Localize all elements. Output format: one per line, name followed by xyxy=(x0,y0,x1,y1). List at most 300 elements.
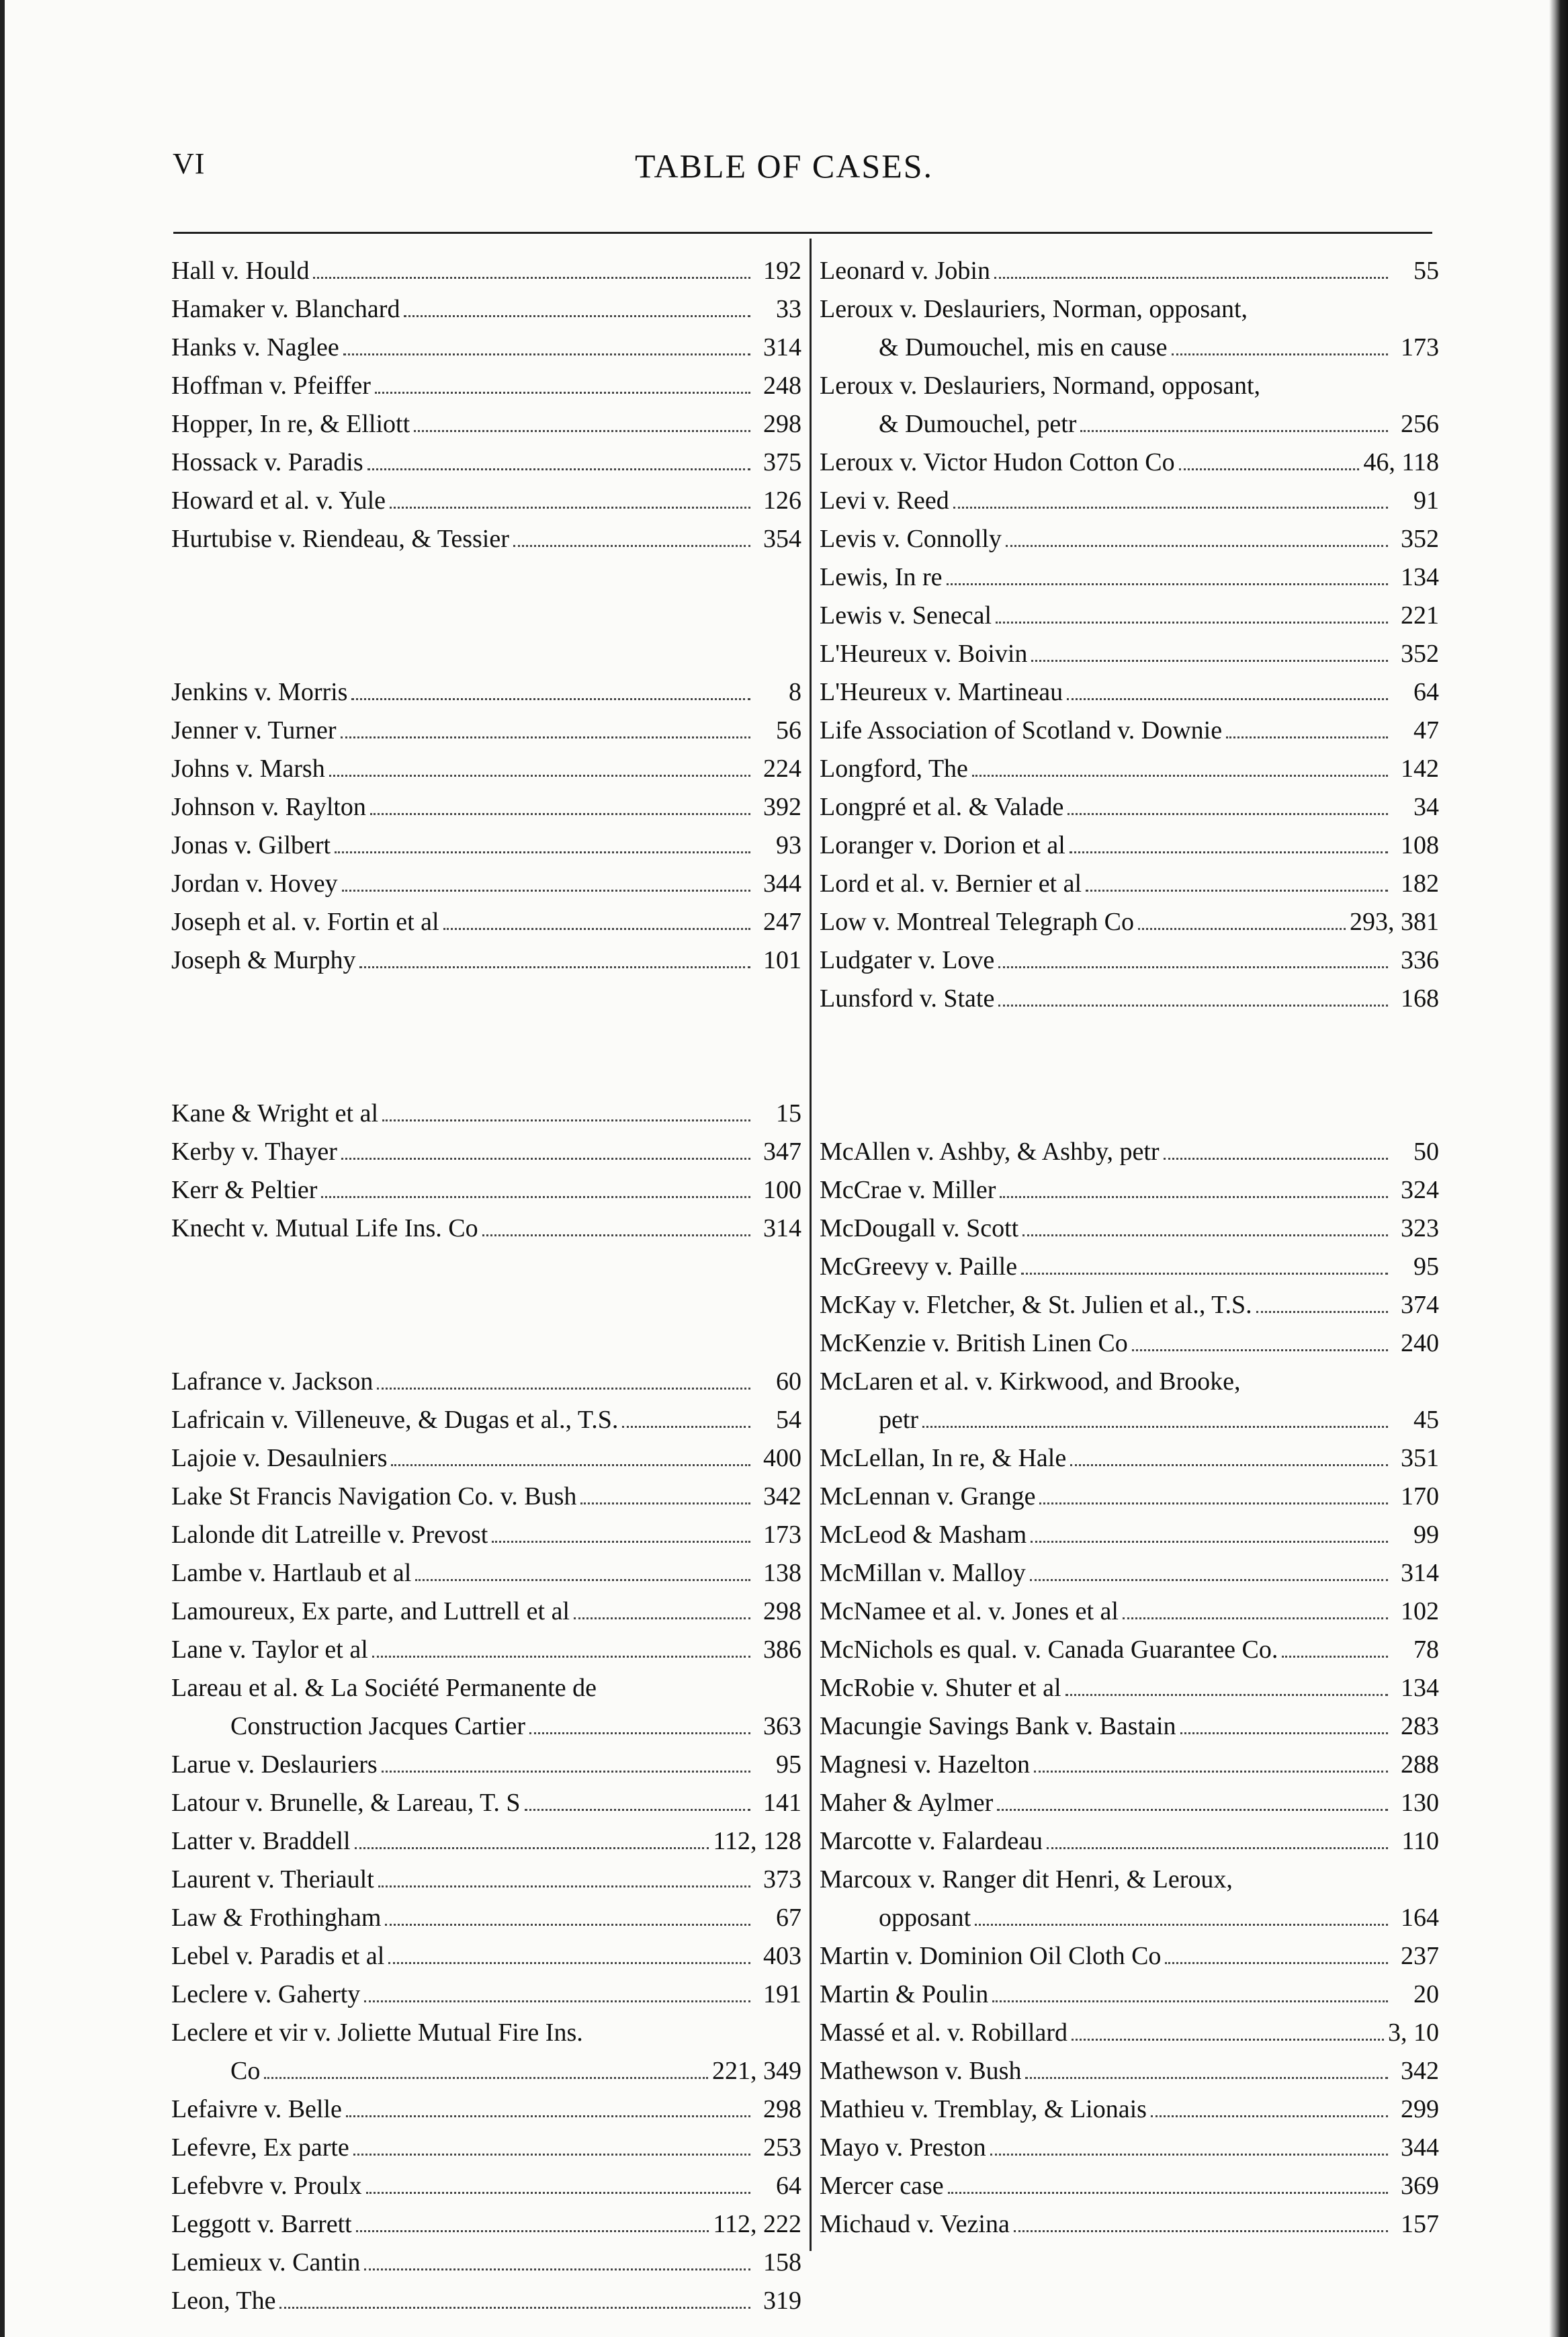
case-name: opposant xyxy=(879,1904,971,1932)
case-entry xyxy=(820,826,1439,865)
case-entry xyxy=(820,443,1439,482)
leader-dots xyxy=(1047,1847,1388,1849)
leader-dots xyxy=(972,775,1388,777)
case-name: Longpré et al. & Valade xyxy=(820,793,1064,821)
case-entry xyxy=(171,1707,801,1746)
case-page: 64 xyxy=(776,2172,801,2200)
case-page: 173 xyxy=(1401,333,1439,362)
leader-dots xyxy=(997,1809,1388,1811)
leader-dots xyxy=(377,1388,750,1390)
case-entry xyxy=(171,712,801,750)
case-page: 375 xyxy=(763,448,801,476)
leader-dots xyxy=(1014,2230,1388,2232)
leader-dots xyxy=(1086,890,1388,892)
case-name: Jonas v. Gilbert xyxy=(171,831,331,859)
leader-dots xyxy=(1256,1311,1388,1313)
leader-dots xyxy=(1282,1656,1388,1658)
case-name: Latter v. Braddell xyxy=(171,1827,351,1855)
case-name: Mercer case xyxy=(820,2172,944,2200)
case-page: 15 xyxy=(776,1099,801,1128)
case-name: Lake St Francis Navigation Co. v. Bush xyxy=(171,1482,577,1511)
case-entry xyxy=(171,1746,801,1784)
leader-dots xyxy=(1065,1694,1388,1696)
case-page: 352 xyxy=(1401,525,1439,553)
leader-dots xyxy=(351,698,750,700)
case-entry xyxy=(171,2282,801,2320)
case-name: Jordan v. Hovey xyxy=(171,869,338,898)
leader-dots xyxy=(382,1119,750,1121)
case-entry xyxy=(820,1707,1439,1746)
leader-dots xyxy=(1180,1732,1388,1734)
case-name: Leggott v. Barrett xyxy=(171,2210,352,2238)
leader-dots xyxy=(525,1809,750,1811)
case-entry xyxy=(820,1554,1439,1592)
case-entry xyxy=(171,941,801,980)
case-entry xyxy=(820,673,1439,712)
case-name: Longford, The xyxy=(820,755,968,783)
case-page: 173 xyxy=(763,1521,801,1549)
scan-left-edge xyxy=(0,0,5,2337)
leader-dots xyxy=(948,2192,1388,2194)
leader-dots xyxy=(996,622,1388,624)
case-entry xyxy=(820,2129,1439,2167)
case-name: Life Association of Scotland v. Downie xyxy=(820,716,1223,745)
leader-dots xyxy=(313,277,750,279)
leader-dots xyxy=(580,1502,750,1504)
case-page: 158 xyxy=(763,2248,801,2277)
case-name: Lamoureux, Ex parte, and Luttrell et al xyxy=(171,1597,570,1625)
case-entry xyxy=(820,558,1439,597)
case-page: 363 xyxy=(763,1712,801,1740)
leader-dots xyxy=(1070,1464,1388,1466)
case-name: Latour v. Brunelle, & Lareau, T. S xyxy=(171,1789,521,1817)
case-page: 403 xyxy=(763,1942,801,1970)
case-entry xyxy=(171,329,801,367)
case-entry xyxy=(171,252,801,290)
leader-dots xyxy=(415,1579,750,1581)
case-entry xyxy=(820,1324,1439,1363)
case-page: 298 xyxy=(763,410,801,438)
case-name: McLellan, In re, & Hale xyxy=(820,1444,1067,1472)
case-name: Mathieu v. Tremblay, & Lionais xyxy=(820,2095,1147,2123)
case-page: 47 xyxy=(1413,716,1439,745)
case-page: 45 xyxy=(1413,1406,1439,1434)
case-page: 347 xyxy=(763,1138,801,1166)
header-rule xyxy=(173,232,1432,234)
leader-dots xyxy=(366,2192,751,2194)
case-page: 191 xyxy=(763,1980,801,2008)
case-entry xyxy=(171,482,801,520)
case-page: 352 xyxy=(1401,640,1439,668)
case-entry xyxy=(171,1095,801,1133)
case-entry xyxy=(171,1209,801,1248)
leader-dots xyxy=(353,2154,750,2156)
leader-dots xyxy=(414,430,750,432)
case-page: 93 xyxy=(776,831,801,859)
leader-dots xyxy=(1164,1158,1388,1160)
leader-dots xyxy=(1080,430,1388,432)
case-entry xyxy=(171,903,801,941)
section-gap xyxy=(171,980,801,1095)
case-page: 298 xyxy=(763,1597,801,1625)
case-page: 354 xyxy=(763,525,801,553)
case-name: Lambe v. Hartlaub et al xyxy=(171,1559,412,1587)
case-name-first-line: Leclere et vir v. Joliette Mutual Fire Ins. xyxy=(171,2019,583,2047)
case-name: Low v. Montreal Telegraph Co xyxy=(820,908,1135,936)
case-page: 164 xyxy=(1401,1904,1439,1932)
leader-dots xyxy=(355,1847,709,1849)
case-page: 134 xyxy=(1401,563,1439,591)
leader-dots xyxy=(1138,928,1346,930)
case-page: 344 xyxy=(1401,2133,1439,2162)
case-page: 324 xyxy=(1401,1176,1439,1204)
case-entry xyxy=(820,750,1439,788)
case-entry xyxy=(820,788,1439,826)
case-name: Lefebvre v. Proulx xyxy=(171,2172,362,2200)
leader-dots xyxy=(998,1005,1388,1007)
case-page: 95 xyxy=(1413,1252,1439,1281)
case-entry xyxy=(820,2052,1439,2090)
case-name: L'Heureux v. Boivin xyxy=(820,640,1028,668)
case-name-first-line: Leroux v. Deslauriers, Normand, opposant, xyxy=(820,372,1261,400)
case-name: Construction Jacques Cartier xyxy=(230,1712,526,1740)
case-page: 34 xyxy=(1413,793,1439,821)
case-page: 157 xyxy=(1401,2210,1439,2238)
leader-dots xyxy=(264,2077,708,2079)
case-page: 54 xyxy=(776,1406,801,1434)
leader-dots xyxy=(364,2000,750,2002)
leader-dots xyxy=(321,1196,750,1198)
case-page: 138 xyxy=(763,1559,801,1587)
leader-dots xyxy=(342,890,750,892)
case-entry xyxy=(171,1784,801,1822)
case-page: 130 xyxy=(1401,1789,1439,1817)
case-name: McCrae v. Miller xyxy=(820,1176,996,1204)
case-name: Hall v. Hould xyxy=(171,257,310,285)
case-page: 112, 128 xyxy=(713,1827,801,1855)
case-entry xyxy=(820,1631,1439,1669)
right-column xyxy=(820,252,1439,2244)
leader-dots xyxy=(1025,2077,1388,2079)
case-entry xyxy=(171,1171,801,1209)
case-name-first-line: Lareau et al. & La Société Permanente de xyxy=(171,1674,597,1702)
case-page: 134 xyxy=(1401,1674,1439,1702)
case-page: 288 xyxy=(1401,1750,1439,1779)
leader-dots xyxy=(1067,698,1388,700)
case-entry xyxy=(820,1286,1439,1324)
case-name: McLeod & Masham xyxy=(820,1521,1027,1549)
case-page: 293, 381 xyxy=(1350,908,1439,936)
leader-dots xyxy=(622,1426,750,1428)
case-entry xyxy=(820,1401,1439,1439)
leader-dots xyxy=(1039,1502,1388,1504)
case-page: 108 xyxy=(1401,831,1439,859)
case-page: 3, 10 xyxy=(1388,2019,1439,2047)
case-entry xyxy=(820,2167,1439,2205)
case-name: Hoffman v. Pfeiffer xyxy=(171,372,371,400)
leader-dots xyxy=(922,1426,1388,1428)
case-name: Magnesi v. Hazelton xyxy=(820,1750,1031,1779)
case-entry xyxy=(171,290,801,329)
section-gap xyxy=(820,1018,1439,1133)
column-divider xyxy=(810,239,812,2251)
leader-dots xyxy=(341,736,750,738)
case-page: 319 xyxy=(763,2287,801,2315)
leader-dots xyxy=(1034,1771,1388,1773)
case-entry xyxy=(820,1171,1439,1209)
case-entry xyxy=(820,712,1439,750)
leader-dots xyxy=(574,1617,750,1619)
case-page: 67 xyxy=(776,1904,801,1932)
leader-dots xyxy=(1072,2039,1384,2041)
case-name: Co xyxy=(230,2057,261,2085)
leader-dots xyxy=(356,2230,709,2232)
case-entry xyxy=(171,443,801,482)
case-page: 373 xyxy=(763,1865,801,1894)
leader-dots xyxy=(378,1885,750,1887)
section-gap xyxy=(171,558,801,673)
case-entry xyxy=(820,482,1439,520)
case-page: 237 xyxy=(1401,1942,1439,1970)
page-title: TABLE OF CASES. xyxy=(634,147,934,185)
case-entry xyxy=(820,2090,1439,2129)
case-name: Massé et al. v. Robillard xyxy=(820,2019,1068,2047)
case-entry xyxy=(171,1478,801,1516)
case-page: 126 xyxy=(763,486,801,515)
case-page: 112, 222 xyxy=(713,2210,801,2238)
case-name: Leon, The xyxy=(171,2287,276,2315)
case-entry xyxy=(820,1516,1439,1554)
case-name: McNichols es qual. v. Canada Guarantee Co. xyxy=(820,1635,1278,1664)
case-name: Loranger v. Dorion et al xyxy=(820,831,1065,859)
case-entry xyxy=(820,1133,1439,1171)
case-name: Lefaivre v. Belle xyxy=(171,2095,342,2123)
case-page: 8 xyxy=(789,678,801,706)
case-page: 192 xyxy=(763,257,801,285)
case-page: 168 xyxy=(1401,984,1439,1013)
leader-dots xyxy=(994,277,1388,279)
leader-dots xyxy=(975,1924,1388,1926)
case-entry xyxy=(171,1822,801,1861)
leader-dots xyxy=(346,2115,750,2117)
case-name: Lalonde dit Latreille v. Prevost xyxy=(171,1521,488,1549)
case-page: 64 xyxy=(1413,678,1439,706)
case-page: 50 xyxy=(1413,1138,1439,1166)
case-name: Hamaker v. Blanchard xyxy=(171,295,400,323)
case-name: Knecht v. Mutual Life Ins. Co xyxy=(171,1214,478,1242)
case-entry xyxy=(820,1899,1439,1937)
case-page: 374 xyxy=(1401,1291,1439,1319)
case-entry xyxy=(820,1209,1439,1248)
leader-dots xyxy=(482,1234,750,1236)
case-page: 247 xyxy=(763,908,801,936)
case-page: 20 xyxy=(1413,1980,1439,2008)
leader-dots xyxy=(1030,1579,1388,1581)
case-page: 46, 118 xyxy=(1363,448,1439,476)
case-page: 283 xyxy=(1401,1712,1439,1740)
case-name: Lefevre, Ex parte xyxy=(171,2133,349,2162)
case-entry xyxy=(820,329,1439,367)
case-name: Lord et al. v. Bernier et al xyxy=(820,869,1082,898)
case-name: Macungie Savings Bank v. Bastain xyxy=(820,1712,1176,1740)
case-name: McAllen v. Ashby, & Ashby, petr xyxy=(820,1138,1160,1166)
case-name: Jenkins v. Morris xyxy=(171,678,348,706)
case-entry xyxy=(171,826,801,865)
case-page: 95 xyxy=(776,1750,801,1779)
case-name: Maher & Aylmer xyxy=(820,1789,994,1817)
case-entry xyxy=(820,1975,1439,2014)
case-page: 33 xyxy=(776,295,801,323)
case-entry xyxy=(171,520,801,558)
leader-dots xyxy=(370,813,750,815)
case-name: Lewis, In re xyxy=(820,563,943,591)
leader-dots xyxy=(1068,813,1388,815)
leader-dots xyxy=(1226,736,1388,738)
case-page: 101 xyxy=(763,946,801,974)
case-entry xyxy=(820,1478,1439,1516)
case-entry xyxy=(171,2244,801,2282)
case-name-first-line: Marcoux v. Ranger dit Henri, & Leroux, xyxy=(820,1865,1233,1894)
case-entry xyxy=(820,520,1439,558)
case-page: 369 xyxy=(1401,2172,1439,2200)
case-name: Kerr & Peltier xyxy=(171,1176,318,1204)
leader-dots xyxy=(1132,1349,1388,1351)
case-name: Martin & Poulin xyxy=(820,1980,989,2008)
leader-dots xyxy=(390,507,750,509)
case-name: Levis v. Connolly xyxy=(820,525,1002,553)
case-page: 386 xyxy=(763,1635,801,1664)
case-name: Martin v. Dominion Oil Cloth Co xyxy=(820,1942,1162,1970)
case-name: & Dumouchel, petr xyxy=(879,410,1077,438)
leader-dots xyxy=(990,2154,1388,2156)
case-name: petr xyxy=(879,1406,919,1434)
leader-dots xyxy=(513,545,750,547)
case-name: Hopper, In re, & Elliott xyxy=(171,410,410,438)
case-entry xyxy=(171,2167,801,2205)
case-page: 170 xyxy=(1401,1482,1439,1511)
leader-dots xyxy=(1022,1234,1388,1236)
case-entry xyxy=(171,2090,801,2129)
case-page: 91 xyxy=(1413,486,1439,515)
leader-dots xyxy=(1165,1962,1388,1964)
case-entry xyxy=(820,980,1439,1018)
leader-dots xyxy=(388,1962,750,1964)
case-page: 344 xyxy=(763,869,801,898)
case-name: Lane v. Taylor et al xyxy=(171,1635,368,1664)
case-entry xyxy=(171,2205,801,2244)
leader-dots xyxy=(372,1656,750,1658)
leader-dots xyxy=(1179,468,1360,470)
case-name-first-line: Leroux v. Deslauriers, Norman, opposant, xyxy=(820,295,1248,323)
leader-dots xyxy=(382,1771,750,1773)
case-entry xyxy=(171,750,801,788)
case-entry xyxy=(171,1937,801,1975)
case-entry xyxy=(820,1822,1439,1861)
case-name: Lafrance v. Jackson xyxy=(171,1367,374,1396)
case-page: 99 xyxy=(1413,1521,1439,1549)
case-page: 56 xyxy=(776,716,801,745)
case-name-first-line: McLaren et al. v. Kirkwood, and Brooke, xyxy=(820,1367,1241,1396)
leader-dots xyxy=(1031,1541,1388,1543)
case-name: Mayo v. Preston xyxy=(820,2133,986,2162)
left-column xyxy=(171,252,801,2320)
case-page: 60 xyxy=(776,1367,801,1396)
case-entry xyxy=(171,788,801,826)
case-entry xyxy=(171,1363,801,1401)
case-name: Lajoie v. Desaulniers xyxy=(171,1444,388,1472)
case-entry xyxy=(820,405,1439,443)
case-name: Lunsford v. State xyxy=(820,984,995,1013)
scan-right-edge xyxy=(1549,0,1568,2337)
case-entry xyxy=(820,1248,1439,1286)
leader-dots xyxy=(1031,660,1388,662)
case-page: 240 xyxy=(1401,1329,1439,1357)
case-name: McDougall v. Scott xyxy=(820,1214,1019,1242)
leader-dots xyxy=(1021,1273,1388,1275)
case-name: Laurent v. Theriault xyxy=(171,1865,374,1894)
case-page: 336 xyxy=(1401,946,1439,974)
case-name: Kane & Wright et al xyxy=(171,1099,379,1128)
case-page: 392 xyxy=(763,793,801,821)
case-page: 110 xyxy=(1401,1827,1439,1855)
case-name: Jenner v. Turner xyxy=(171,716,337,745)
leader-dots xyxy=(329,775,750,777)
case-entry xyxy=(171,367,801,405)
leader-dots xyxy=(364,2268,750,2270)
case-name: Kerby v. Thayer xyxy=(171,1138,337,1166)
case-entry xyxy=(820,903,1439,941)
case-page: 221, 349 xyxy=(712,2057,801,2085)
leader-dots xyxy=(443,928,750,930)
case-entry xyxy=(820,252,1439,290)
case-page: 299 xyxy=(1401,2095,1439,2123)
case-name: L'Heureux v. Martineau xyxy=(820,678,1063,706)
case-page: 256 xyxy=(1401,410,1439,438)
leader-dots xyxy=(947,583,1388,585)
case-name: Lewis v. Senecal xyxy=(820,601,992,630)
case-entry xyxy=(820,635,1439,673)
case-name: Law & Frothingham xyxy=(171,1904,382,1932)
leader-dots xyxy=(341,1158,750,1160)
case-name: Hurtubise v. Riendeau, & Tessier xyxy=(171,525,509,553)
case-name: Hossack v. Paradis xyxy=(171,448,363,476)
case-page: 141 xyxy=(763,1789,801,1817)
case-name: Lebel v. Paradis et al xyxy=(171,1942,385,1970)
case-name: Leroux v. Victor Hudon Cotton Co xyxy=(820,448,1175,476)
case-name: Joseph et al. v. Fortin et al xyxy=(171,908,439,936)
case-entry xyxy=(820,865,1439,903)
case-entry xyxy=(820,941,1439,980)
case-name: McNamee et al. v. Jones et al xyxy=(820,1597,1119,1625)
case-page: 314 xyxy=(763,1214,801,1242)
case-entry xyxy=(171,1592,801,1631)
leader-dots xyxy=(1151,2115,1388,2117)
case-page: 342 xyxy=(1401,2057,1439,2085)
case-page: 142 xyxy=(1401,755,1439,783)
case-entry xyxy=(171,1439,801,1478)
leader-dots xyxy=(992,2000,1388,2002)
case-page: 314 xyxy=(1401,1559,1439,1587)
case-page: 182 xyxy=(1401,869,1439,898)
case-entry xyxy=(171,865,801,903)
case-name: Hanks v. Naglee xyxy=(171,333,339,362)
case-name: McRobie v. Shuter et al xyxy=(820,1674,1061,1702)
leader-dots xyxy=(1006,545,1388,547)
case-name: McKenzie v. British Linen Co xyxy=(820,1329,1128,1357)
leader-dots xyxy=(367,468,750,470)
leader-dots xyxy=(1172,353,1388,355)
case-name: Leonard v. Jobin xyxy=(820,257,990,285)
